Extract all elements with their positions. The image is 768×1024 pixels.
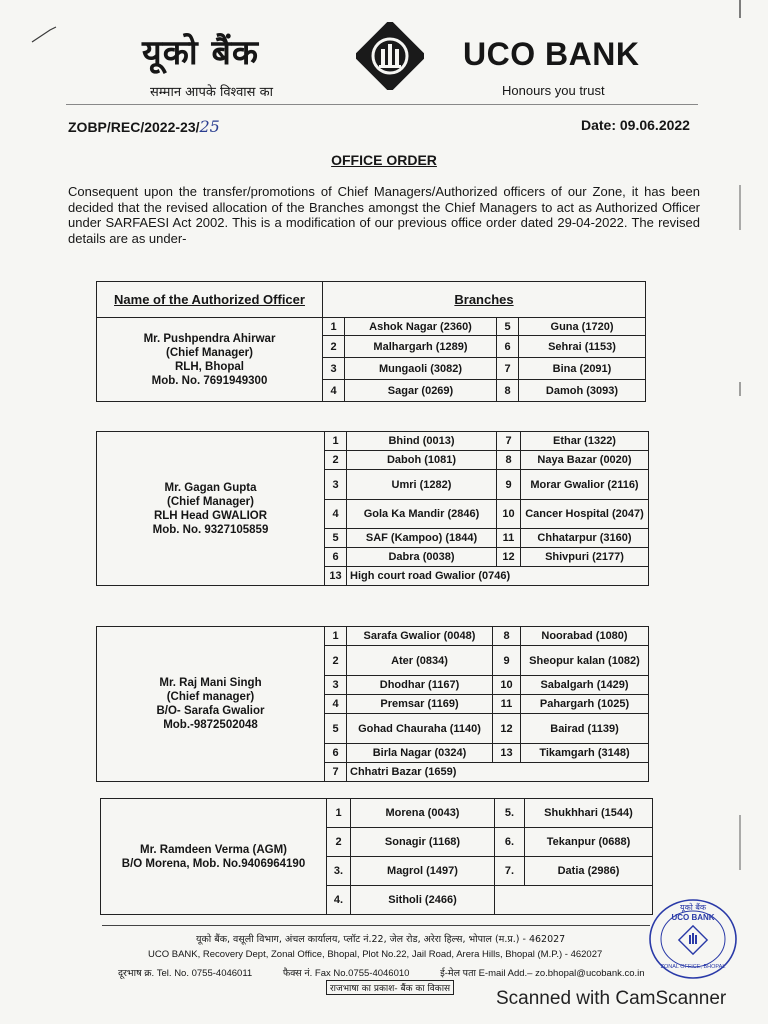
branch-number: 1 [323, 318, 345, 336]
branch-name: Gohad Chauraha (1140) [347, 714, 493, 744]
branch-number: 1 [327, 799, 351, 828]
branch-number: 13 [325, 567, 347, 586]
branch-number: 3 [325, 470, 347, 500]
branch-name: Bairad (1139) [521, 714, 649, 744]
branch-name: High court road Gwalior (0746) [347, 567, 649, 586]
branch-name: Gola Ka Mandir (2846) [347, 500, 497, 529]
branch-number: 1 [325, 432, 347, 451]
reference-handwritten: 25 [199, 117, 220, 136]
branch-number: 6 [497, 336, 519, 358]
camscanner-watermark: Scanned with CamScanner [496, 988, 727, 1009]
branch-name: Ater (0834) [347, 646, 493, 676]
table-row [97, 432, 649, 451]
branch-name: Sagar (0269) [345, 380, 497, 402]
branch-number: 9 [493, 646, 521, 676]
table-row [97, 627, 649, 646]
intro-paragraph: Consequent upon the transfer/promotions of Chief Managers/Authorized officers of our Zone, it has been decided that the revised allocation of the Branches amongst the Chief Managers to act as Authorized Officer under SARFAESI Act 2002. This is a modification of our previous office order dated 29-04-2022. The revised details are as under- [68, 184, 700, 246]
header-divider [66, 104, 698, 105]
branch-name: Ethar (1322) [521, 432, 649, 451]
footer-contacts [118, 966, 673, 979]
tagline: Honours you trust [502, 83, 605, 98]
branch-name: Damoh (3093) [519, 380, 646, 402]
officer-table-2 [96, 431, 649, 586]
branch-number: 5 [325, 714, 347, 744]
branch-number: 10 [493, 676, 521, 695]
branch-number: 8 [497, 380, 519, 402]
branch-number: 4 [325, 500, 347, 529]
pen-mark [30, 24, 58, 44]
branch-name: Bhind (0013) [347, 432, 497, 451]
branch-name: Chhatri Bazar (1659) [347, 763, 649, 782]
reference-number [68, 117, 220, 136]
table-row [101, 799, 653, 828]
branch-number: 10 [497, 500, 521, 529]
bank-name-hindi: यूको बैंक [142, 33, 260, 73]
branch-number: 6 [325, 744, 347, 763]
branch-name: Malhargarh (1289) [345, 336, 497, 358]
branch-number: 4 [323, 380, 345, 402]
branch-number: 2 [325, 451, 347, 470]
branch-name: Noorabad (1080) [521, 627, 649, 646]
uco-bank-logo-icon [356, 22, 424, 90]
branch-name: Dabra (0038) [347, 548, 497, 567]
branch-name: Mungaoli (3082) [345, 358, 497, 380]
branch-name: Morena (0043) [351, 799, 495, 828]
branch-number: 9 [497, 470, 521, 500]
branch-name: Morar Gwalior (2116) [521, 470, 649, 500]
branch-number: 4. [327, 886, 351, 915]
branch-name: Datia (2986) [525, 857, 653, 886]
branch-number: 6 [325, 548, 347, 567]
branch-name: Umri (1282) [347, 470, 497, 500]
footer-phone: दूरभाष क्र. Tel. No. 0755-4046011 [118, 968, 253, 979]
branch-name: Sehrai (1153) [519, 336, 646, 358]
branch-number: 5 [497, 318, 519, 336]
page-title: OFFICE ORDER [331, 152, 437, 168]
branch-number: 2 [323, 336, 345, 358]
stamp-side-text: ZONAL OFFICE, BHOPAL [660, 964, 726, 970]
footer-slogan-hindi: राजभाषा का प्रकाश- बैंक का विकास [326, 980, 454, 995]
branch-name: Shukhhari (1544) [525, 799, 653, 828]
branch-name: Sheopur kalan (1082) [521, 646, 649, 676]
branch-number: 7. [495, 857, 525, 886]
footer-divider [102, 925, 650, 926]
officer-cell: Mr. Ramdeen Verma (AGM) B/O Morena, Mob. No.9406964190 [101, 799, 327, 915]
branch-number: 3. [327, 857, 351, 886]
branch-number: 2 [327, 828, 351, 857]
branch-name: Bina (2091) [519, 358, 646, 380]
branch-name: Sabalgarh (1429) [521, 676, 649, 695]
branch-number: 1 [325, 627, 347, 646]
branch-name: Dhodhar (1167) [347, 676, 493, 695]
branch-name: Sitholi (2466) [351, 886, 495, 915]
officer-table-4 [100, 798, 653, 915]
branch-name: Shivpuri (2177) [521, 548, 649, 567]
officer-cell: Mr. Pushpendra Ahirwar (Chief Manager) RLH, Bhopal Mob. No. 7691949300 [97, 318, 323, 402]
branch-name: Chhatarpur (3160) [521, 529, 649, 548]
officer-table-1 [96, 281, 646, 402]
branches-column-header: Branches [323, 282, 646, 318]
branch-name: Magrol (1497) [351, 857, 495, 886]
branch-name: Pahargarh (1025) [521, 695, 649, 714]
stamp-middle-text: UCO BANK [671, 913, 715, 922]
branch-number: 12 [493, 714, 521, 744]
footer-address-hindi: यूको बैंक, वसूली विभाग, अंचल कार्यालय, प्लॉट नं.22, जेल रोड, अरेरा हिल्स, भोपाल (म.प्र.) - 462027 [196, 934, 566, 945]
branch-number: 11 [497, 529, 521, 548]
branch-name: Naya Bazar (0020) [521, 451, 649, 470]
officer-cell: Mr. Raj Mani Singh (Chief manager) B/O- Sarafa Gwalior Mob.-9872502048 [97, 627, 325, 782]
branch-number: 2 [325, 646, 347, 676]
footer-fax: फैक्स नं. Fax No.0755-4046010 [282, 968, 410, 979]
branch-number: 8 [497, 451, 521, 470]
branch-number: 3 [325, 676, 347, 695]
bank-name: UCO BANK [463, 36, 640, 72]
branch-name: Daboh (1081) [347, 451, 497, 470]
branch-number: 4 [325, 695, 347, 714]
branch-name: Tekanpur (0688) [525, 828, 653, 857]
table-row [97, 318, 646, 336]
branch-number: 7 [325, 763, 347, 782]
branch-name: Premsar (1169) [347, 695, 493, 714]
officer-table-3 [96, 626, 649, 782]
branch-number: 13 [493, 744, 521, 763]
branch-name: Birla Nagar (0324) [347, 744, 493, 763]
tagline-hindi: सम्मान आपके विश्वास का [150, 85, 273, 100]
order-date: Date: 09.06.2022 [581, 117, 690, 133]
branch-number: 8 [493, 627, 521, 646]
branch-number: 5. [495, 799, 525, 828]
branch-number: 7 [497, 432, 521, 451]
branch-name: Sonagir (1168) [351, 828, 495, 857]
branch-name: Cancer Hospital (2047) [521, 500, 649, 529]
branch-name: Guna (1720) [519, 318, 646, 336]
officer-cell: Mr. Gagan Gupta (Chief Manager) RLH Head GWALIOR Mob. No. 9327105859 [97, 432, 325, 586]
branch-number: 11 [493, 695, 521, 714]
branch-number: 7 [497, 358, 519, 380]
office-stamp-icon [646, 896, 740, 982]
branch-number: 12 [497, 548, 521, 567]
footer-email: ई-मेल पता E-mail Add.– zo.bhopal@ucobank.co.in [440, 968, 645, 979]
footer-address: UCO BANK, Recovery Dept, Zonal Office, Bhopal, Plot No.22, Jail Road, Arera Hills, Bhopal (M.P.) - 462027 [148, 949, 603, 960]
branch-number: 3 [323, 358, 345, 380]
branch-number: 6. [495, 828, 525, 857]
branch-name: Ashok Nagar (2360) [345, 318, 497, 336]
name-column-header: Name of the Authorized Officer [97, 282, 323, 318]
branch-name: Tikamgarh (3148) [521, 744, 649, 763]
stamp-top-text: यूको बैंक [679, 903, 707, 912]
reference-printed: ZOBP/REC/2022-23/ [68, 119, 200, 135]
branch-name: SAF (Kampoo) (1844) [347, 529, 497, 548]
branch-number: 5 [325, 529, 347, 548]
scan-edge-marks [734, 0, 754, 1024]
branch-name: Sarafa Gwalior (0048) [347, 627, 493, 646]
